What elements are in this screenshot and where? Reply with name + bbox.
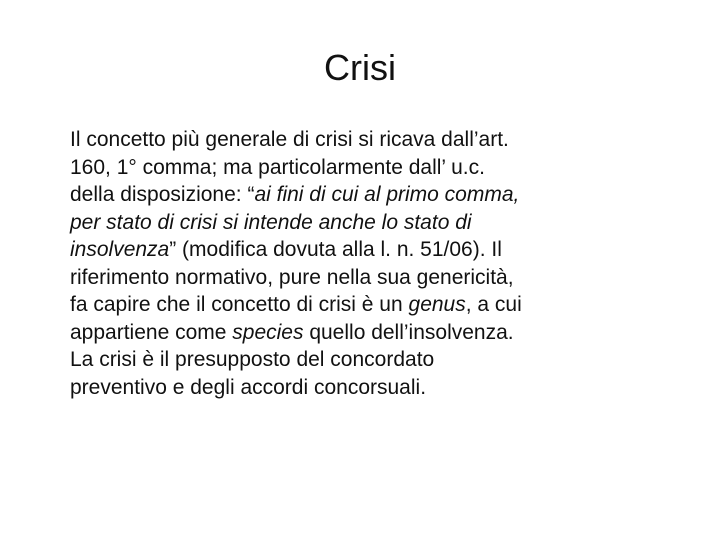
text-span: preventivo e degli accordi concorsuali. (70, 375, 427, 399)
text-line (70, 181, 670, 209)
text-line (70, 236, 670, 264)
text-span: Il concetto più generale di crisi si ricava dall’art. (70, 128, 509, 151)
text-line (70, 264, 670, 292)
text-span: appartiene come (70, 320, 233, 344)
paragraph-crisis-definition (70, 126, 670, 346)
text-span: 160, 1° comma; ma particolarmente dall’ u.c. (70, 155, 485, 179)
text-span: quello dell’insolvenza. (303, 320, 514, 344)
text-span: fa capire che il concetto di crisi è un (70, 293, 409, 316)
text-line (70, 209, 670, 237)
italic-term-genus: genus (408, 293, 466, 316)
text-line (70, 154, 670, 182)
slide-body (70, 126, 670, 401)
text-line (70, 374, 670, 402)
text-span: , a cui (465, 293, 522, 316)
text-line (70, 126, 670, 154)
italic-quote-text: per stato di crisi si intende anche lo stato di (70, 210, 472, 234)
text-line (70, 319, 670, 347)
text-line (70, 291, 670, 319)
text-span: La crisi è il presupposto del concordato (70, 348, 435, 371)
italic-term-species: species (232, 320, 304, 344)
paragraph-crisis-presupposition (70, 346, 670, 401)
italic-quote-text: ai fini di cui al primo comma, (254, 183, 520, 206)
text-span: della disposizione: “ (70, 183, 255, 206)
text-line (70, 346, 670, 374)
italic-quote-text: insolvenza (70, 238, 170, 261)
text-span: riferimento normativo, pure nella sua genericità, (70, 265, 514, 289)
text-span: ” (modifica dovuta alla l. n. 51/06). Il (169, 238, 502, 261)
slide-title: Crisi (324, 47, 396, 88)
